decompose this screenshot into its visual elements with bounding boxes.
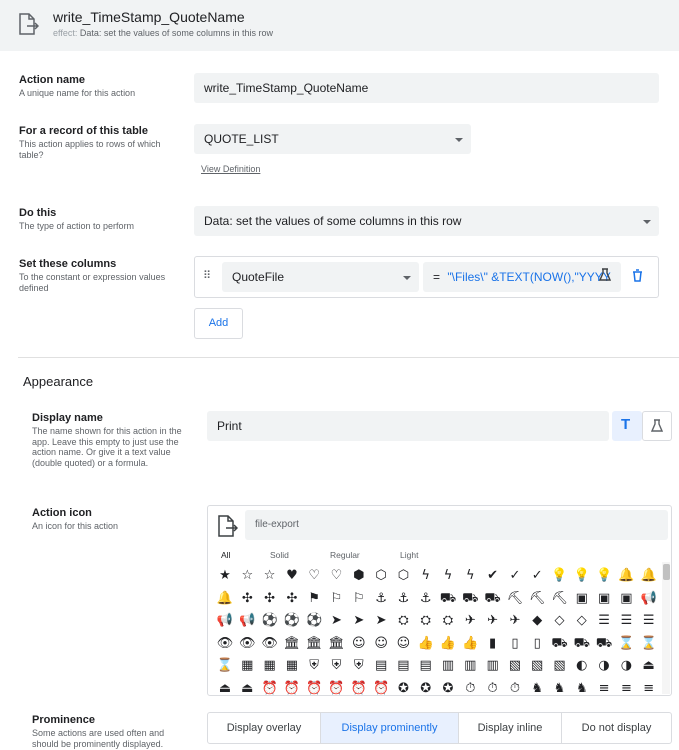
- icon-option[interactable]: ✪: [442, 680, 454, 696]
- icon-option[interactable]: ⛏: [551, 590, 568, 606]
- chevron-down-icon: [455, 138, 463, 142]
- prominence-option-inline[interactable]: Display inline: [458, 712, 562, 744]
- icon-option[interactable]: ⚽: [306, 613, 323, 628]
- icon-option[interactable]: ▯: [511, 635, 519, 651]
- display-name-desc: The name shown for this action in the app. Leave this empty to just use the action name. Or give it a text value (double quoted) or a formula.: [32, 426, 182, 468]
- display-name-label: Display name: [32, 412, 103, 424]
- icon-option[interactable]: 🔔: [618, 568, 635, 583]
- table-select-value: QUOTE_LIST: [204, 132, 279, 146]
- prominence-option-overlay[interactable]: Display overlay: [207, 712, 321, 744]
- icon-option[interactable]: ➤: [375, 613, 387, 628]
- file-export-icon: [216, 514, 238, 543]
- tab-solid[interactable]: Solid: [270, 550, 289, 560]
- do-this-label: Do this: [19, 207, 57, 219]
- icon-option[interactable]: ⏱: [487, 680, 498, 696]
- icon-option[interactable]: ♡: [308, 568, 321, 583]
- action-name-label: Action name: [19, 74, 86, 86]
- icon-search-input[interactable]: file-export: [245, 510, 668, 540]
- column-select-value: QuoteFile: [232, 270, 285, 284]
- column-assignment-row: [194, 256, 659, 298]
- icon-option[interactable]: ≡: [643, 680, 655, 696]
- icon-option[interactable]: ◇: [554, 613, 565, 628]
- icon-option[interactable]: 📢: [640, 590, 657, 606]
- icon-option[interactable]: ⛏: [506, 590, 524, 606]
- set-columns-label: Set these columns: [19, 258, 117, 270]
- icon-option[interactable]: ⏰: [306, 680, 323, 696]
- icon-option[interactable]: ⚽: [261, 613, 278, 628]
- column-select[interactable]: [222, 262, 419, 292]
- icon-option[interactable]: ☆: [263, 568, 276, 583]
- icon-option[interactable]: ★: [219, 568, 231, 583]
- do-this-desc: The type of action to perform: [19, 221, 135, 231]
- icon-option[interactable]: ⚑: [308, 590, 321, 606]
- table-desc: This action applies to rows of which table?: [19, 139, 161, 160]
- icon-option[interactable]: ♡: [330, 568, 343, 583]
- icon-option[interactable]: ✓: [531, 568, 543, 583]
- icon-option[interactable]: ⏱: [509, 680, 520, 696]
- text-mode-button[interactable]: [612, 411, 642, 441]
- icon-option[interactable]: ☺: [374, 635, 388, 651]
- icon-option[interactable]: ⌛: [640, 635, 657, 651]
- icon-option[interactable]: ▤: [397, 658, 410, 673]
- icon-option[interactable]: 👁: [216, 635, 234, 651]
- text-type-icon: T: [621, 416, 631, 433]
- do-this-select-value: Data: set the values of some columns in this row: [204, 214, 462, 228]
- icon-option[interactable]: ⚽: [283, 613, 300, 628]
- tab-light[interactable]: Light: [400, 550, 419, 560]
- icon-option[interactable]: ⛏: [528, 590, 546, 606]
- icon-option[interactable]: ♥: [286, 568, 298, 583]
- icon-option[interactable]: ▦: [241, 658, 254, 673]
- set-columns-desc: To the constant or expression values defined: [19, 272, 166, 293]
- icon-option[interactable]: ⏰: [261, 680, 278, 696]
- icon-option[interactable]: ◑: [620, 658, 633, 673]
- icon-option[interactable]: ♞: [531, 680, 544, 696]
- icon-picker: [207, 505, 672, 696]
- tab-regular[interactable]: Regular: [330, 550, 360, 560]
- icon-option[interactable]: ✓: [509, 568, 521, 583]
- icon-option[interactable]: ▣: [575, 590, 588, 606]
- icon-option[interactable]: 👁: [239, 635, 256, 651]
- icon-option[interactable]: ✣: [286, 590, 298, 606]
- icon-option[interactable]: ⏰: [283, 680, 300, 696]
- icon-option[interactable]: 💡: [551, 568, 568, 583]
- icon-option[interactable]: ▤: [374, 658, 388, 673]
- icon-option[interactable]: ☆: [241, 568, 254, 583]
- icon-option[interactable]: ▧: [508, 658, 522, 673]
- icon-option[interactable]: ⛟: [595, 635, 613, 651]
- icon-option[interactable]: ▦: [285, 658, 299, 673]
- icon-option[interactable]: ✣: [241, 590, 253, 606]
- file-export-icon: [17, 12, 39, 41]
- table-label: For a record of this table: [19, 125, 148, 137]
- flask-icon[interactable]: [599, 268, 611, 287]
- prominence-option-none[interactable]: Do not display: [561, 712, 672, 744]
- action-icon-desc: An icon for this action: [32, 521, 119, 531]
- icon-option[interactable]: ⬡: [397, 568, 410, 583]
- icon-option[interactable]: ϟ: [466, 568, 475, 583]
- icon-option[interactable]: ✈: [487, 613, 499, 628]
- icon-option[interactable]: ◑: [598, 658, 610, 673]
- icon-option[interactable]: ◇: [576, 613, 587, 628]
- icon-option[interactable]: ▧: [531, 658, 544, 673]
- icon-option[interactable]: ϟ: [421, 568, 430, 583]
- icon-option[interactable]: ▣: [620, 590, 633, 606]
- tab-all[interactable]: All: [221, 550, 231, 560]
- icon-option[interactable]: ⏏: [218, 680, 232, 696]
- do-this-select[interactable]: [194, 206, 659, 236]
- icon-option[interactable]: ⬡: [375, 568, 387, 583]
- icon-option[interactable]: ◐: [576, 658, 588, 673]
- icon-option[interactable]: ☰: [620, 613, 633, 628]
- icon-option[interactable]: ⛨: [331, 658, 342, 673]
- icon-option[interactable]: ✣: [264, 590, 276, 606]
- icon-option[interactable]: ▧: [553, 658, 566, 673]
- expression-mode-button[interactable]: [642, 411, 672, 441]
- chevron-down-icon: [643, 220, 651, 224]
- icon-option[interactable]: ⌛: [618, 635, 635, 651]
- icon-option[interactable]: ◆: [532, 613, 543, 628]
- icon-option[interactable]: ☺: [352, 635, 366, 651]
- icon-option[interactable]: ⏱: [465, 680, 476, 696]
- icon-option[interactable]: ⛟: [573, 635, 590, 651]
- prominence-desc: Some actions are used often and should be prominently displayed.: [32, 728, 165, 749]
- icon-option[interactable]: ▥: [441, 658, 455, 673]
- action-title: write_TimeStamp_QuoteName: [53, 9, 245, 25]
- add-column-button[interactable]: Add: [194, 308, 243, 339]
- icon-option[interactable]: ≡: [598, 680, 610, 696]
- icon-option[interactable]: ☺: [396, 635, 411, 651]
- action-effect: [53, 28, 273, 38]
- action-name-desc: A unique name for this action: [19, 88, 136, 98]
- icon-option[interactable]: ♞: [553, 680, 566, 696]
- icon-option[interactable]: ▦: [263, 658, 276, 673]
- icon-option[interactable]: ☰: [598, 613, 610, 628]
- icon-option[interactable]: 🏛: [328, 635, 345, 651]
- icon-option[interactable]: ✪: [420, 680, 432, 696]
- icon-option[interactable]: ▮: [489, 635, 497, 651]
- icon-option[interactable]: 👁: [261, 635, 278, 651]
- section-divider: [18, 357, 679, 358]
- action-icon-label: Action icon: [32, 507, 92, 519]
- display-name-input[interactable]: Print: [207, 411, 609, 441]
- expression-value: "\Files\" &TEXT(NOW(),"YYYY: [447, 270, 611, 284]
- action-name-input[interactable]: write_TimeStamp_QuoteName: [194, 73, 659, 103]
- icon-option[interactable]: 🏛: [283, 635, 301, 651]
- icon-option[interactable]: ≡: [620, 680, 632, 696]
- icon-option[interactable]: ⏰: [328, 680, 345, 696]
- icon-option[interactable]: ⚓: [375, 590, 387, 606]
- icon-option[interactable]: ⏏: [241, 680, 254, 696]
- icon-grid-scroll-thumb[interactable]: [663, 564, 670, 580]
- icon-option[interactable]: ➤: [331, 613, 342, 628]
- flask-icon: [651, 419, 663, 438]
- icon-option[interactable]: ▣: [597, 590, 611, 606]
- icon-option[interactable]: ⛟: [462, 590, 479, 606]
- view-definition-link[interactable]: View Definition: [201, 164, 261, 174]
- icon-option[interactable]: 🏛: [305, 635, 323, 651]
- icon-option[interactable]: ⛭: [420, 613, 431, 628]
- icon-option[interactable]: ✪: [397, 680, 409, 696]
- icon-option[interactable]: ⛟: [551, 635, 568, 651]
- icon-option[interactable]: 👍: [462, 635, 479, 651]
- effect-prefix: effect:: [53, 28, 78, 38]
- appearance-section-title: Appearance: [23, 374, 94, 389]
- icon-grid-scrollbar[interactable]: [662, 562, 670, 694]
- icon-option[interactable]: ⬢: [353, 568, 365, 583]
- icon-option[interactable]: ⛨: [309, 658, 320, 673]
- icon-option[interactable]: 👍: [417, 635, 434, 651]
- equals-sign: =: [433, 270, 441, 284]
- icon-option[interactable]: ➤: [353, 613, 365, 628]
- icon-option[interactable]: ⏰: [373, 680, 390, 696]
- icon-option[interactable]: 🔔: [216, 590, 234, 606]
- drag-handle-icon[interactable]: ⠿: [203, 270, 211, 282]
- icon-option[interactable]: ✈: [509, 613, 521, 628]
- icon-option[interactable]: ⌛: [216, 658, 234, 673]
- icon-option[interactable]: ☰: [642, 613, 655, 628]
- icon-option[interactable]: ▤: [419, 658, 432, 673]
- icon-option[interactable]: ▯: [533, 635, 541, 651]
- icon-option[interactable]: 💡: [573, 568, 590, 583]
- trash-icon[interactable]: [632, 269, 643, 287]
- icon-option[interactable]: ♞: [575, 680, 588, 696]
- icon-option[interactable]: ⚓: [419, 590, 432, 606]
- icon-option[interactable]: ϟ: [443, 568, 453, 583]
- icon-option[interactable]: ▥: [464, 658, 477, 673]
- icon-option[interactable]: ▥: [486, 658, 499, 673]
- icon-option[interactable]: ✔: [487, 568, 499, 583]
- action-header: [0, 0, 679, 51]
- icon-option[interactable]: ⛟: [439, 590, 457, 606]
- icon-option[interactable]: 👍: [439, 635, 457, 651]
- icon-option[interactable]: 💡: [596, 568, 613, 583]
- effect-text: Data: set the values of some columns in this row: [79, 28, 273, 38]
- icon-option[interactable]: ⛟: [484, 590, 501, 606]
- prominence-option-prominently[interactable]: Display prominently: [320, 712, 459, 744]
- expression-input[interactable]: [423, 262, 621, 292]
- icon-option[interactable]: ⚐: [352, 590, 365, 606]
- icon-option[interactable]: ⏏: [642, 658, 655, 673]
- icon-option[interactable]: ⏰: [350, 680, 367, 696]
- icon-option[interactable]: 📢: [239, 613, 256, 628]
- icon-option[interactable]: ⛭: [398, 613, 409, 628]
- icon-option[interactable]: 📢: [216, 613, 234, 628]
- icon-option[interactable]: ⚓: [397, 590, 410, 606]
- prominence-label: Prominence: [32, 714, 95, 726]
- table-select[interactable]: [194, 124, 471, 154]
- icon-option[interactable]: ⚐: [330, 590, 343, 606]
- icon-option[interactable]: ✈: [464, 613, 476, 628]
- icon-option[interactable]: 🔔: [640, 568, 657, 583]
- chevron-down-icon: [403, 276, 411, 280]
- icon-option[interactable]: ⛨: [353, 658, 364, 673]
- icon-option[interactable]: ⛭: [442, 613, 454, 628]
